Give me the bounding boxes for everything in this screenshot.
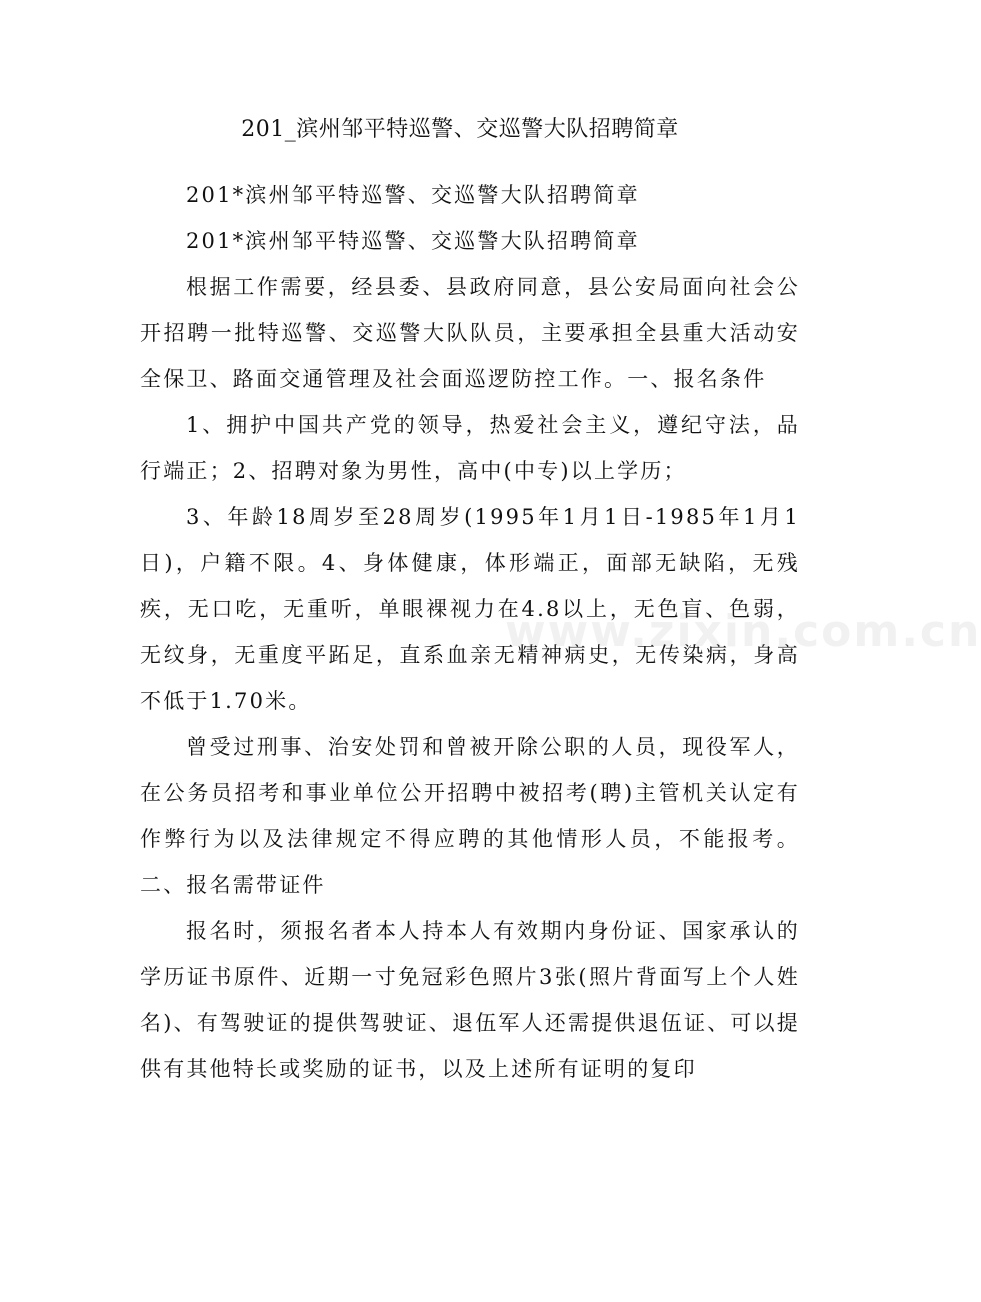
paragraph: 曾受过刑事、治安处罚和曾被开除公职的人员，现役军人，在公务员招考和事业单位公开招聘中被招考(聘)主管机关认定有作弊行为以及法律规定不得应聘的其他情形人员，不能报考。二、报名需带证件 xyxy=(140,735,800,897)
paragraph: 3、年龄18周岁至28周岁(1995年1月1日-1985年1月1日)，户籍不限。4、身体健康，体形端正，面部无缺陷，无残疾，无口吃，无重听，单眼裸视力在4.8以上，无色盲、色弱，无纹身，无重度平跖足，直系血亲无精神病史，无传染病，身高不低于1.70米。 xyxy=(140,505,800,713)
paragraph: 1、拥护中国共产党的领导，热爱社会主义，遵纪守法，品行端正；2、招聘对象为男性，高中(中专)以上学历； xyxy=(140,413,800,483)
paragraph: 201*滨州邹平特巡警、交巡警大队招聘简章 xyxy=(186,229,640,253)
site-watermark: www.zixin.com.cn xyxy=(505,606,981,657)
paragraph: 根据工作需要，经县委、县政府同意，县公安局面向社会公开招聘一批特巡警、交巡警大队队员，主要承担全县重大活动安全保卫、路面交通管理及社会面巡逻防控工作。一、报名条件 xyxy=(140,275,800,391)
document-body xyxy=(140,172,800,1092)
document-title: 201_滨州邹平特巡警、交巡警大队招聘简章 xyxy=(241,117,679,142)
paragraph: 201*滨州邹平特巡警、交巡警大队招聘简章 xyxy=(186,183,640,207)
paragraph: 报名时，须报名者本人持本人有效期内身份证、国家承认的学历证书原件、近期一寸免冠彩色照片3张(照片背面写上个人姓名)、有驾驶证的提供驾驶证、退伍军人还需提供退伍证、可以提供有其他特长或奖励的证书，以及上述所有证明的复印 xyxy=(140,919,800,1081)
